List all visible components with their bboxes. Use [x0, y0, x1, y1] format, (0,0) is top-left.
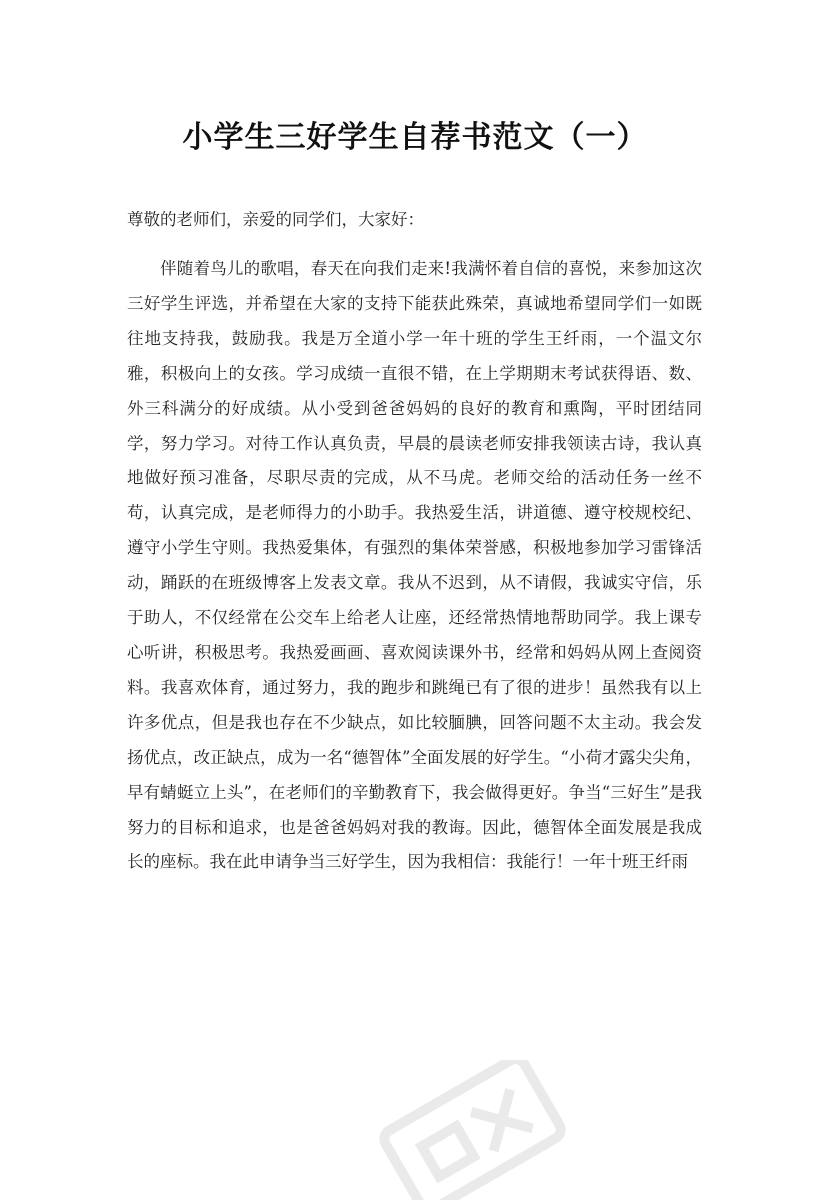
page-title: 小学生三好学生自荐书范文（一） [182, 120, 648, 155]
body-paragraph: 伴随着鸟儿的歌唱，春天在向我们走来!我满怀着自信的喜悦，来参加这次三好学生评选，并希望在大家的支持下能获此殊荣，真诚地希望同学们一如既往地支持我，鼓励我。我是万全道小学一年十班的学生王纤雨，一个温文尔雅，积极向上的女孩。学习成绩一直很不错，在上学期期末考试获得语、数、外三科满分的好成绩。从小受到爸爸妈妈的良好的教育和熏陶，平时团结同学，努力学习。对待工作认真负责，早晨的晨读老师安排我领读古诗，我认真地做好预习准备，尽职尽责的完成，从不马虎。老师交给的活动任务一丝不苟，认真完成，是老师得力的小助手。我热爱生活，讲道德、遵守校规校纪、遵守小学生守则。我热爱集体，有强烈的集体荣誉感，积极地参加学习雷锋活动，踊跃的在班级博客上发表文章。我从不迟到，从不请假，我诚实守信，乐于助人，不仅经常在公交车上给老人让座，还经常热情地帮助同学。我上课专心听讲，积极思考。我热爱画画、喜欢阅读课外书，经常和妈妈从网上查阅资料。我喜欢体育，通过努力，我的跑步和跳绳已有了很的进步！虽然我有以上许多优点，但是我也存在不少缺点，如比较腼腆，回答问题不太主动。我会发扬优点，改正缺点，成为一名“德智体”全面发展的好学生。“小荷才露尖尖角，早有蜻蜓立上头”，在老师们的辛勤教育下，我会做得更好。争当“三好生”是我努力的目标和追求，也是爸爸妈妈对我的教诲。因此，德智体全面发展是我成长的座标。我在此申请争当三好学生，因为我相信：我能行！一年十班王纤雨 [127, 259, 702, 872]
watermark-icon [360, 1060, 580, 1200]
salutation: 尊敬的老师们，亲爱的同学们，大家好： [127, 210, 424, 229]
